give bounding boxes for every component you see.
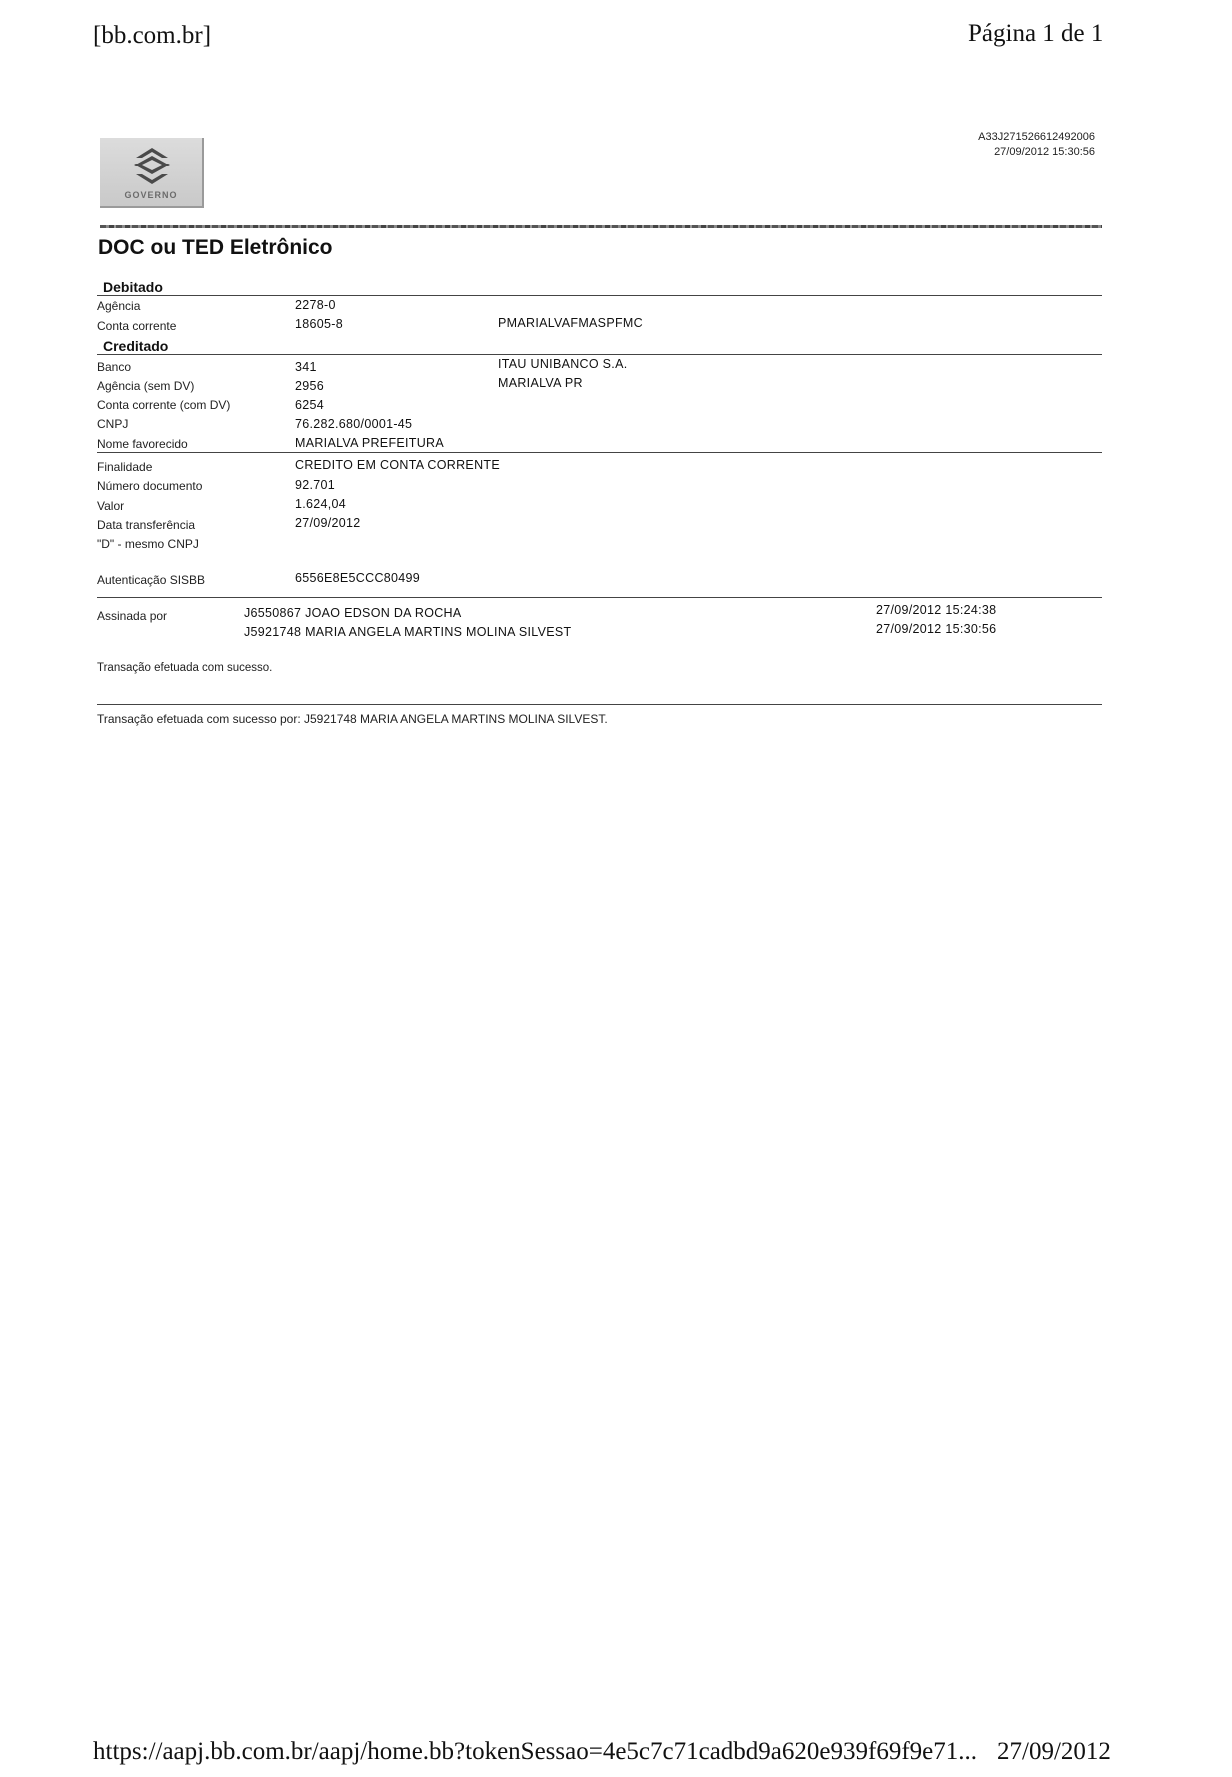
autenticacao-label: Autenticação SISBB: [97, 573, 206, 587]
debitado-agencia-value: 2278-0: [295, 298, 336, 312]
creditado-conta-value: 6254: [295, 398, 325, 412]
creditado-favorecido-label: Nome favorecido: [97, 437, 188, 451]
print-footer-date: 27/09/2012: [997, 1738, 1111, 1765]
signatures-divider: [97, 597, 1102, 598]
debitado-conta-label: Conta corrente: [97, 319, 177, 333]
assinada-por-label: Assinada por: [97, 609, 168, 623]
status-message: Transação efetuada com sucesso.: [97, 662, 273, 674]
creditado-heading: Creditado: [103, 338, 169, 354]
signature-name: J5921748 MARIA ANGELA MARTINS MOLINA SILVEST: [244, 625, 572, 639]
creditado-cnpj-value: 76.282.680/0001-45: [295, 417, 413, 431]
valor-label: Valor: [97, 499, 125, 513]
creditado-agencia-city: MARIALVA PR: [498, 376, 583, 390]
creditado-conta-label: Conta corrente (com DV): [97, 398, 231, 412]
document-datetime: 27/09/2012 15:30:56: [994, 146, 1095, 158]
creditado-favorecido-value: MARIALVA PREFEITURA: [295, 436, 445, 450]
document-code: A33J271526612492006: [978, 131, 1095, 143]
creditado-banco-value: 341: [295, 360, 317, 374]
bank-logo-text: GOVERNO: [124, 190, 178, 200]
creditado-cnpj-label: CNPJ: [97, 417, 129, 431]
debitado-conta-value: 18605-8: [295, 317, 343, 331]
debitado-agencia-label: Agência: [97, 299, 141, 313]
debitado-conta-holder: PMARIALVAFMASPFMC: [498, 316, 643, 330]
creditado-banco-name: ITAU UNIBANCO S.A.: [498, 357, 628, 371]
details-divider: [97, 452, 1102, 453]
data-transferencia-label: Data transferência: [97, 518, 196, 532]
header-divider: [100, 225, 1102, 228]
creditado-banco-label: Banco: [97, 360, 132, 374]
document-id-block: [855, 130, 1095, 160]
autenticacao-value: 6556E8E5CCC80499: [295, 571, 421, 585]
final-divider: [97, 704, 1102, 705]
print-footer-url: https://aapj.bb.com.br/aapj/home.bb?tokenSessao=4e5c7c71cadbd9a620e939f69f9e71...: [93, 1738, 977, 1765]
data-transferencia-value: 27/09/2012: [295, 516, 361, 530]
finalidade-value: CREDITO EM CONTA CORRENTE: [295, 458, 500, 472]
bank-logo-icon: [128, 144, 176, 188]
valor-value: 1.624,04: [295, 497, 347, 511]
debitado-heading: Debitado: [103, 279, 163, 295]
creditado-agencia-value: 2956: [295, 379, 325, 393]
signature-name: J6550867 JOAO EDSON DA ROCHA: [244, 606, 462, 620]
final-status-message: Transação efetuada com sucesso por: J5921748 MARIA ANGELA MARTINS MOLINA SILVEST.: [97, 712, 608, 726]
finalidade-label: Finalidade: [97, 460, 153, 474]
numero-documento-label: Número documento: [97, 479, 203, 493]
print-header-site: [bb.com.br]: [93, 22, 212, 49]
creditado-agencia-label: Agência (sem DV): [97, 379, 195, 393]
signature-datetime: 27/09/2012 15:24:38: [876, 603, 997, 617]
mesmo-cnpj-label: "D" - mesmo CNPJ: [97, 537, 199, 551]
creditado-divider: [97, 354, 1102, 355]
debitado-divider: [97, 295, 1102, 296]
signature-datetime: 27/09/2012 15:30:56: [876, 622, 997, 636]
page-title: DOC ou TED Eletrônico: [98, 236, 333, 259]
print-header-page: Página 1 de 1: [968, 20, 1104, 47]
numero-documento-value: 92.701: [295, 478, 336, 492]
bank-logo: [100, 138, 204, 208]
